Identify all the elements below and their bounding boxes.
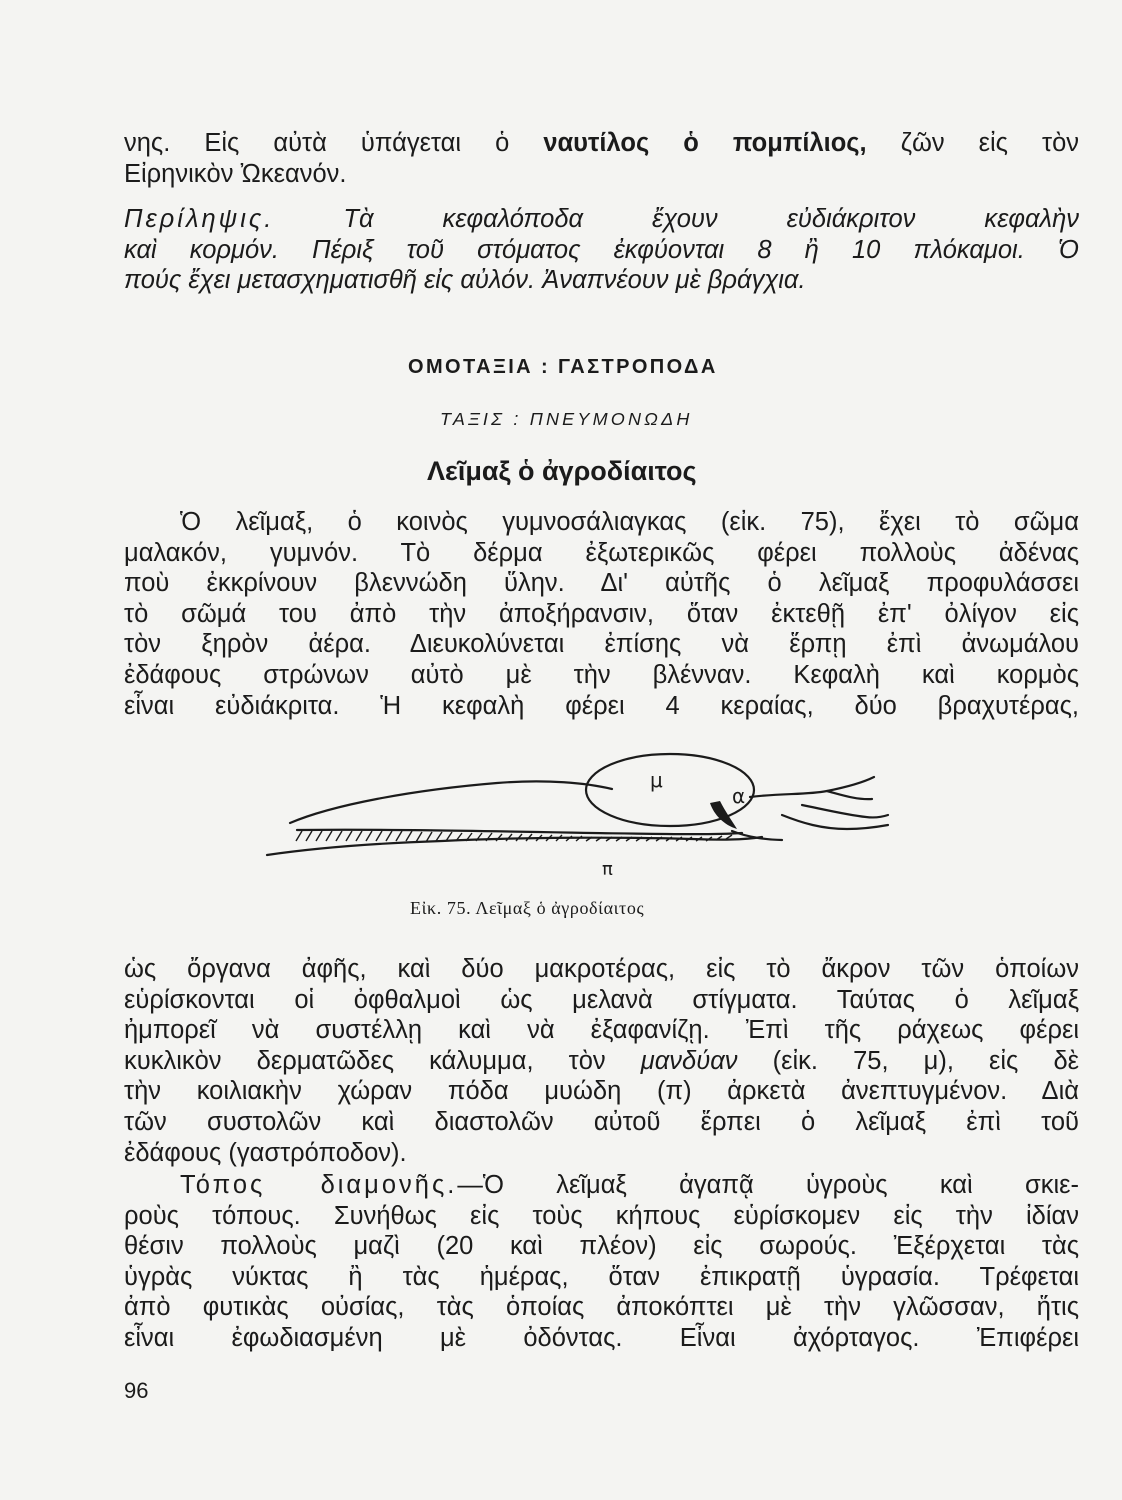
label-opening: α	[732, 784, 746, 808]
text-line: Εἰρηνικὸν Ὠκεανόν.	[124, 159, 347, 188]
text-line: τῶν συστολῶν καὶ διαστολῶν αὐτοῦ ἕρπει ὁ λεῖμαξ ἐπὶ τοῦ	[124, 1107, 1079, 1136]
label-mantle: μ	[650, 768, 663, 792]
continuation-paragraph	[124, 954, 1079, 1168]
short-tentacle	[802, 805, 888, 817]
habitat-paragraph	[124, 1170, 1079, 1354]
text-line: ἐδάφους (γαστρόποδον).	[124, 1138, 407, 1167]
text-line: κυκλικὸν δερματῶδες κάλυμμα, τὸν μανδύαν (εἰκ. 75, μ), εἰς δὲ	[124, 1046, 1080, 1075]
text-line: ἠμπορεῖ νὰ συστέλλῃ καὶ νὰ ἐξαφανίζῃ. Ἐπὶ τῆς ράχεως φέρει	[124, 1016, 1079, 1045]
order-heading: ΟΜΟΤΑΞΙΑ : ΓΑΣΤΡΟΠΟΔΑ	[408, 356, 718, 378]
text-line: νης. Εἰς αὐτὰ ὑπάγεται ὁ ναυτίλος ὁ πομπίλιος, ζῶν εἰς τὸν	[124, 129, 1080, 157]
page-number: 96	[124, 1378, 149, 1403]
text-line: ἐδάφους στρώνων αὐτὸ μὲ τὴν βλένναν. Κεφαλὴ καὶ κορμὸς	[124, 660, 1079, 689]
summary-label: Περίληψις.	[124, 205, 275, 233]
body-outline	[290, 781, 612, 823]
description-paragraph	[124, 507, 1079, 721]
text-line: ἀπὸ φυτικὰς οὐσίας, τὰς ὁποίας ἀποκόπτει μὲ τὴν γλῶσσαν, ἥτις	[124, 1293, 1079, 1322]
text-line: Τόπος διαμονῆς.—Ὁ λεῖμαξ ἀγαπᾷ ὑγροὺς καὶ σκιε-	[180, 1171, 1079, 1199]
label-foot: π	[602, 859, 613, 880]
text-line: εἶναι εὐδιάκριτα. Ἡ κεφαλὴ φέρει 4 κεραίας, δύο βραχυτέρας,	[124, 691, 1079, 720]
text-line: εἶναι ἐφωδιασμένη μὲ ὀδόντας. Εἶναι ἀχόρταγος. Ἐπιφέρει	[124, 1323, 1079, 1352]
text-line: ὡς ὄργανα ἀφῆς, καὶ δύο μακροτέρας, εἰς τὸ ἄκρον τῶν ὁποίων	[124, 955, 1079, 983]
text-line: τὸν ξηρὸν ἀέρα. Διευκολύνεται ἐπίσης νὰ ἕρπῃ ἐπὶ ἀνωμάλου	[124, 630, 1079, 659]
mantle-term: μανδύαν	[640, 1046, 738, 1075]
habitat-label: Τόπος διαμονῆς.	[180, 1171, 458, 1199]
figure-caption: Εἰκ. 75. Λεῖμαξ ὁ ἀγροδίαιτος	[410, 898, 645, 918]
text-line: Ὁ λεῖμαξ, ὁ κοινὸς γυμνοσάλιαγκας (εἰκ. 75), ἔχει τὸ σῶμα	[180, 508, 1079, 536]
text-line: τὸ σῶμά του ἀπὸ τὴν ἀποξήρανσιν, ὅταν ἐκτεθῇ ἐπ' ὀλίγον εἰς	[124, 599, 1079, 628]
top-paragraph	[124, 128, 1079, 189]
text-line: θέσιν πολλοὺς μαζὶ (20 καὶ πλέον) εἰς σωρούς. Ἐξέρχεται τὰς	[124, 1232, 1079, 1261]
family-heading: ΤΑΞΙΣ : ΠΝΕΥΜΟΝΩΔΗ	[440, 409, 693, 429]
text-line: μαλακόν, γυμνόν. Τὸ δέρμα ἐξωτερικῶς φέρει πολλοὺς ἀδένας	[124, 538, 1079, 567]
text-line: εὑρίσκονται οἱ ὀφθαλμοὶ ὡς μελανὰ στίγματα. Ταύτας ὁ λεῖμαξ	[124, 985, 1079, 1014]
summary-paragraph	[124, 204, 1079, 296]
text-line: καὶ κορμόν. Πέριξ τοῦ στόματος ἐκφύονται 8 ἢ 10 πλόκαμοι. Ὁ	[124, 235, 1079, 264]
mantle-outline	[586, 754, 754, 826]
long-tentacle	[827, 791, 872, 799]
text-line: ὑγρὰς νύκτας ἢ τὰς ἡμέρας, ὅταν ἐπικρατῇ ὑγρασία. Τρέφεται	[124, 1262, 1079, 1291]
text-line: ροὺς τόπους. Συνήθως εἰς τοὺς κήπους εὑρίσκομεν εἰς τὴν ἰδίαν	[124, 1201, 1079, 1230]
text-line: ποὺ ἐκκρίνουν βλεννώδη ὕλην. Δι' αὐτῆς ὁ λεῖμαξ προφυλάσσει	[124, 569, 1079, 598]
nautilus-term: ναυτίλος ὁ πομπίλιος,	[543, 129, 867, 157]
text-line: Περίληψις. Τὰ κεφαλόποδα ἔχουν εὐδιάκριτον κεφαλὴν	[124, 205, 1079, 233]
slug-illustration	[262, 745, 902, 880]
long-tentacle	[750, 777, 874, 797]
species-heading: Λεῖμαξ ὁ ἀγροδίαιτος	[427, 456, 697, 486]
text-line: πούς ἔχει μετασχηματισθῆ εἰς αὐλόν. Ἀναπνέουν μὲ βράγχια.	[124, 266, 806, 295]
text-line: τὴν κοιλιακὴν χώραν πόδα μυώδη (π) ἀρκετὰ ἀνεπτυγμένον. Διὰ	[124, 1077, 1079, 1106]
body-lower-outline	[297, 830, 742, 834]
